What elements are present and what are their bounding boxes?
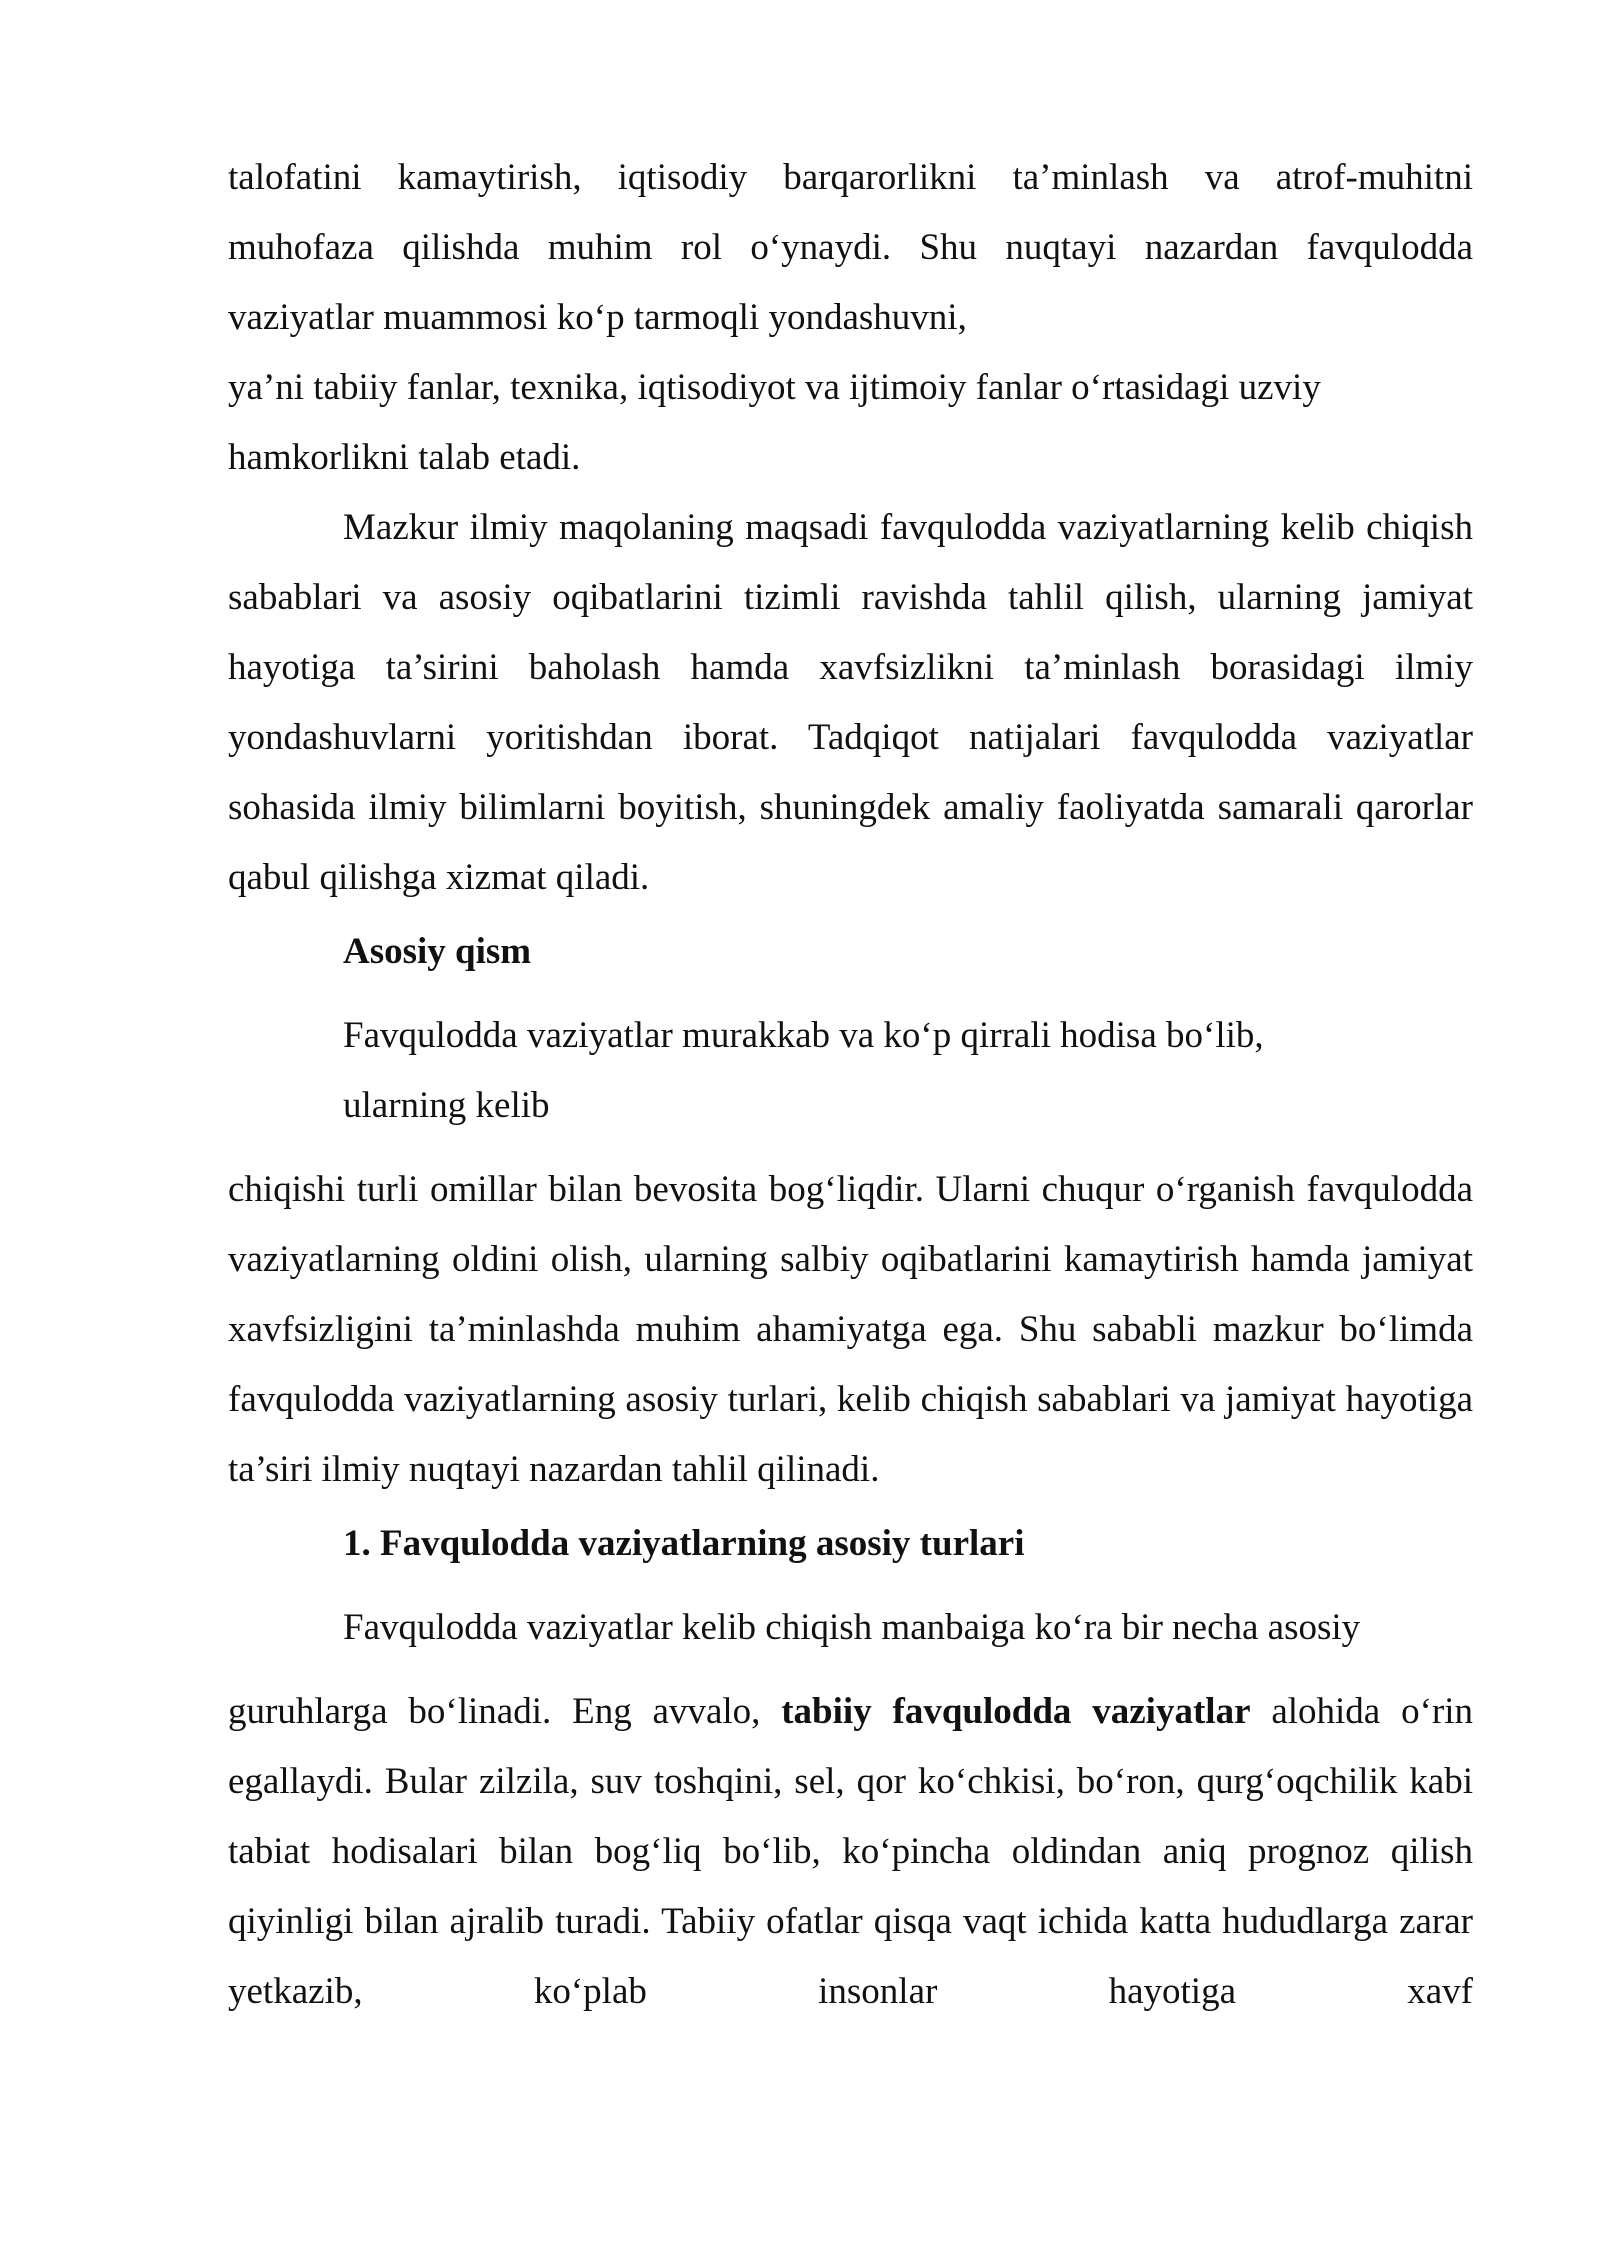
paragraph-types-first-line bbox=[228, 1593, 1473, 1663]
text-run: guruhlarga bo‘linadi. Eng avvalo, bbox=[228, 1691, 782, 1732]
text-line: Favqulodda vaziyatlar kelib chiqish manbaiga ko‘ra bir necha asosiy bbox=[343, 1607, 1361, 1648]
paragraph-main-intro: chiqishi turli omillar bilan bevosita bog‘liqdir. Ularni chuqur o‘rganish favqulodda vaziyatlarning oldini olish, ularning salbiy oqibatlarini kamaytirish hamda jamiyat xavfsizligini ta’minlashda muhim ahamiyatga ega. Shu sababli mazkur bo‘limda favqulodda vaziyatlarning asosiy turlari, kelib chiqish sabablari va jamiyat hayotiga ta’siri ilmiy nuqtayi nazardan tahlil qilinadi. bbox=[228, 1169, 1473, 1490]
text-line: ya’ni tabiiy fanlar, texnika, iqtisodiyot va ijtimoiy fanlar o‘rtasidagi uzviy bbox=[228, 367, 1321, 408]
text-line: muhofaza qilishda muhim rol o‘ynaydi. Shu nuqtayi nazardan favqulodda bbox=[228, 227, 1473, 268]
text-run: alohida o‘rin egallaydi. Bular zilzila, suv toshqini, sel, qor ko‘chkisi, bo‘ron, qurg‘oqchilik kabi tabiat hodisalari bilan bog‘liq bo‘lib, ko‘pincha oldindan aniq prognoz qilish qiyinligi bilan ajralib turadi. Tabiiy ofatlar qisqa vaqt ichida katta hududlarga zarar yetkazib, ko‘plab insonlar hayotiga xavf bbox=[228, 1691, 1473, 2012]
bold-term: tabiiy favqulodda vaziyatlar bbox=[781, 1691, 1251, 1732]
text-line: vaziyatlar muammosi ko‘p tarmoqli yondashuvni, bbox=[228, 297, 967, 338]
text-line: talofatini kamaytirish, iqtisodiy barqarorlikni ta’minlash va atrof-muhitni bbox=[228, 157, 1473, 198]
paragraph-main-intro-lines bbox=[228, 1001, 1473, 1141]
text-line: hamkorlikni talab etadi. bbox=[228, 437, 581, 478]
text-line: Favqulodda vaziyatlar murakkab va ko‘p qirrali hodisa bo‘lib, bbox=[343, 1015, 1264, 1056]
paragraph-intro-end bbox=[228, 143, 1473, 493]
text-line: ularning kelib bbox=[343, 1085, 550, 1126]
document-body bbox=[228, 143, 1473, 2027]
section-heading-main: Asosiy qism bbox=[343, 931, 532, 972]
paragraph-purpose: Mazkur ilmiy maqolaning maqsadi favqulodda vaziyatlarning kelib chiqish sabablari va asosiy oqibatlarini tizimli ravishda tahlil qilish, ularning jamiyat hayotiga ta’sirini baholash hamda xavfsizlikni ta’minlash borasidagi ilmiy yondashuvlarni yoritishdan iborat. Tadqiqot natijalari favqulodda vaziyatlar sohasida ilmiy bilimlarni boyitish, shuningdek amaliy faoliyatda samarali qarorlar qabul qilishga xizmat qiladi. bbox=[228, 507, 1473, 898]
paragraph-types bbox=[228, 1677, 1473, 2027]
section-heading-1: 1. Favqulodda vaziyatlarning asosiy turlari bbox=[343, 1523, 1025, 1564]
